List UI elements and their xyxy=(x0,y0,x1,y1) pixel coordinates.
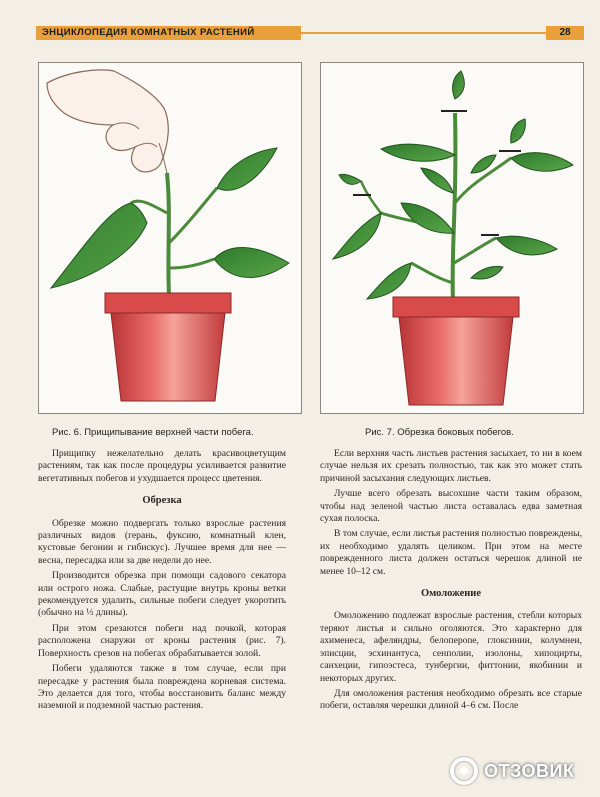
page-header xyxy=(36,26,584,40)
header-title: ЭНЦИКЛОПЕДИЯ КОМНАТНЫХ РАСТЕНИЙ xyxy=(42,27,255,38)
paragraph: Омоложению подлежат взрослые растения, стебли которых теряют листья и сильно оголяются. Это характерно для ахименеса, афеляндры, белоперone, глоксинии, колумнеи, эписции, эсхинантуса, сенполии, изолоны, хипоцирты, санхеции, гипоэстеса, тунбергии, фиттонии, якобинии и некоторых других. xyxy=(320,610,582,684)
leaf xyxy=(333,213,381,259)
header-band xyxy=(36,26,301,40)
paragraph: Если верхняя часть листьев растения засыхает, то ни в коем случае нельзя их срезать полностью, так как это может стать причиной засыхания следующих листьев. xyxy=(320,448,582,484)
leaf xyxy=(471,266,503,279)
figure-7-illustration xyxy=(320,62,584,414)
leaf xyxy=(401,203,454,233)
pruning-plant-drawing xyxy=(321,63,583,413)
leaf xyxy=(214,247,289,277)
flower-pot xyxy=(399,317,513,405)
watermark-text: ОТЗОВИК xyxy=(484,761,575,781)
leaf xyxy=(217,148,277,190)
stem xyxy=(167,173,169,295)
figure-7-caption: Рис. 7. Обрезка боковых побегов. xyxy=(365,427,514,438)
page-number: 28 xyxy=(559,27,571,38)
page-number-box xyxy=(546,26,584,40)
header-rule xyxy=(301,32,546,34)
pot-rim xyxy=(105,293,231,313)
leaf xyxy=(339,174,361,184)
leaf xyxy=(421,168,453,193)
paragraph: Лучше всего обрезать высохшие части таким образом, чтобы над зеленой частью листа оставалась едва заметная сухая полоска. xyxy=(320,488,582,525)
pinching-plant-drawing xyxy=(39,63,301,413)
leaf xyxy=(511,153,573,172)
leaf xyxy=(511,119,526,143)
leaf xyxy=(496,236,557,255)
paragraph: При этом срезаются побеги над почкой, которая расположена снаружи от кроны растения (рис. 7). Поверхность срезов на побегах обрабатывается золой. xyxy=(38,622,286,659)
flower-pot xyxy=(111,313,225,401)
watermark-logo-icon xyxy=(448,756,482,786)
paragraph: Прищипку нежелательно делать красивоцветущим растениям, так как после процедуры усиливается развитие вегетативных побегов и ухудшается процесс цветения. xyxy=(38,448,286,484)
stem xyxy=(453,113,456,299)
section-heading-rejuvenation: Омоложение xyxy=(420,588,482,600)
figure-6-caption: Рис. 6. Прищипывание верхней части побега. xyxy=(52,427,254,438)
watermark xyxy=(448,756,598,786)
section-heading-pruning: Обрезка xyxy=(142,495,182,507)
leaf xyxy=(453,71,465,99)
paragraph: Производится обрезка при помощи садового секатора или острого ножа. Слабые, растущие внутрь кроны ветки рекомендуется удалить, сильные побеги следует укоротить (обычно на ⅓ длины). xyxy=(38,570,286,619)
paragraph: В том случае, если листья растения полностью повреждены, их необходимо удалять целиком. При этом на месте поврежденного листа должен остаться черешок длиной не менее 10–12 см. xyxy=(320,528,582,577)
hand xyxy=(47,70,168,172)
figure-6-illustration xyxy=(38,62,302,414)
paragraph: Для омоложения растения необходимо обрезать все старые побеги, оставляя черешки длиной 4–6 см. После xyxy=(320,687,582,712)
leaf xyxy=(381,144,455,161)
paragraph: Обрезке можно подвергать только взрослые растения различных видов (герань, фуксию, комнатный клен, кустовые бегонии и гибискус). Лучшее время для нее — весна, пересадка или за две недели до нее. xyxy=(38,517,286,566)
paragraph: Побеги удаляются также в том случае, если при пересадке у растения была повреждена корневая система. Это делается для того, чтобы восстановить баланс между наземной и подземной частью растения. xyxy=(38,663,286,712)
right-text-column xyxy=(320,448,582,716)
left-text-column xyxy=(38,448,286,716)
leaf xyxy=(367,263,411,299)
pot-rim xyxy=(393,297,519,317)
leaf xyxy=(51,203,147,288)
